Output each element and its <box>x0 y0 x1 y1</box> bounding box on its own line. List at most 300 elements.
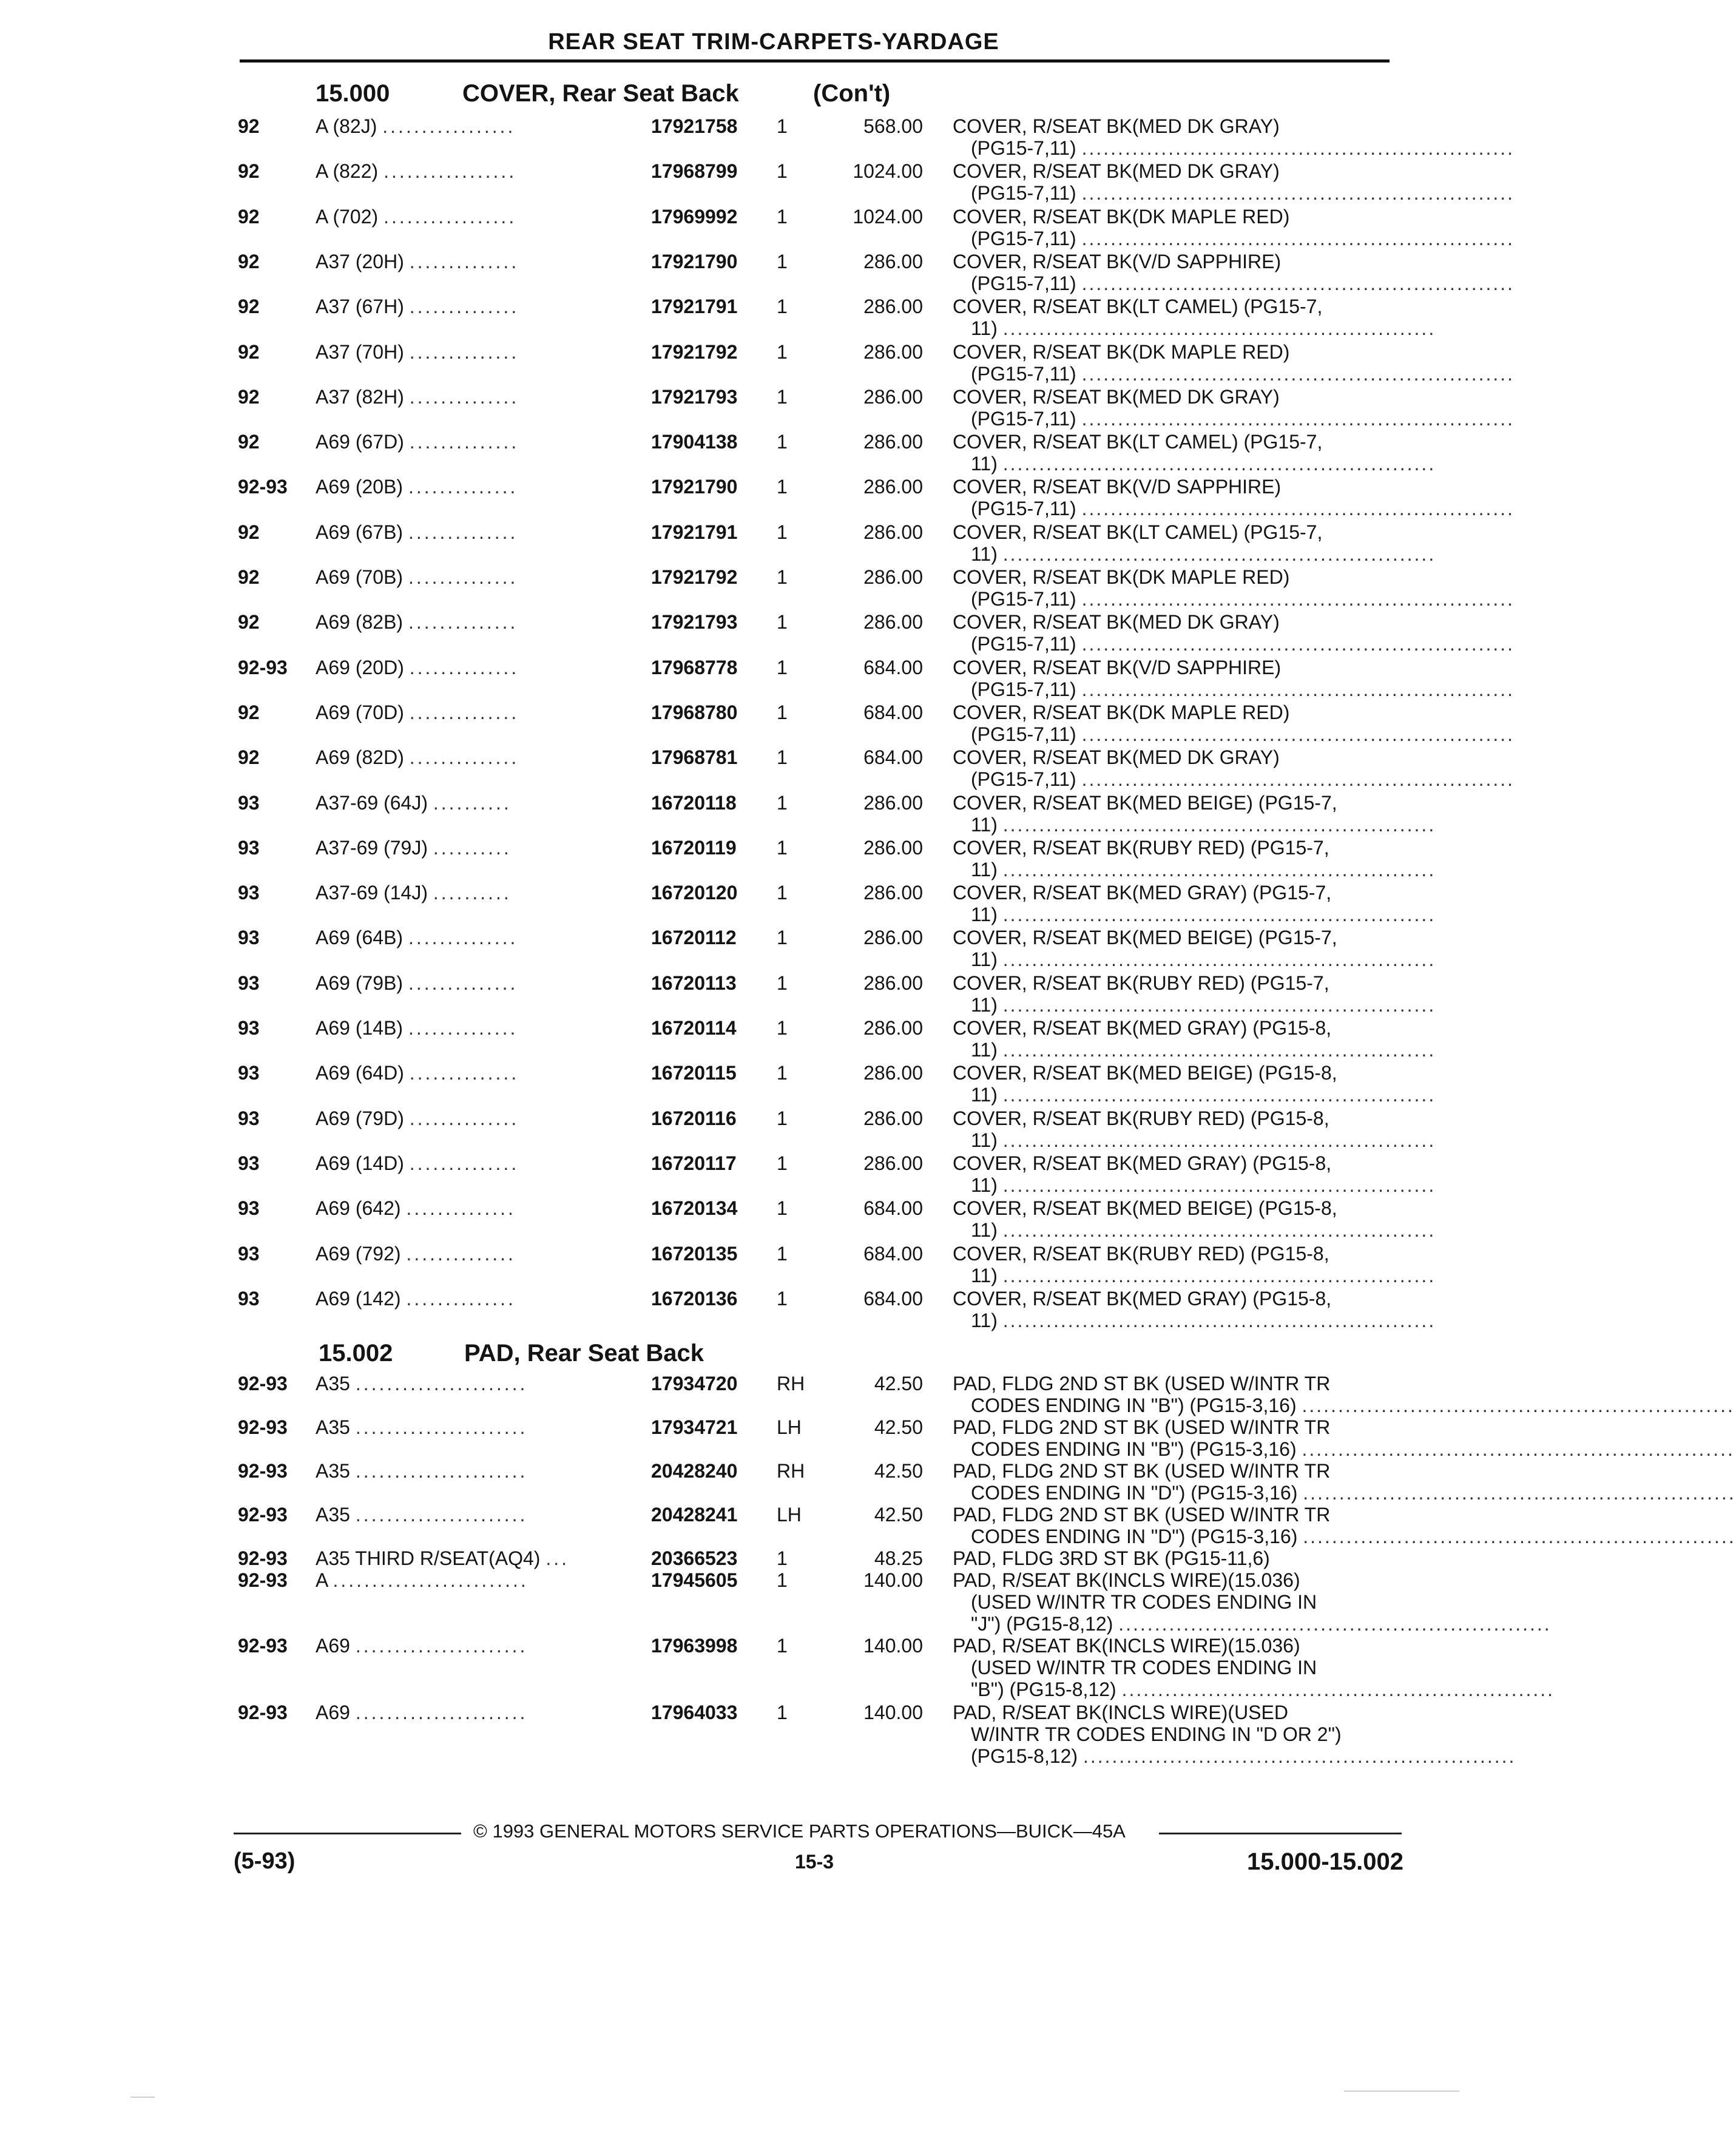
description-line <box>953 1264 1436 1286</box>
dot-leader: ............................................................ <box>1002 1039 1436 1061</box>
model-year: 92-93 <box>238 1460 288 1482</box>
price: 1024.00 <box>853 160 923 183</box>
description-text: 11) <box>971 453 998 475</box>
section-name: PAD, Rear Seat Back <box>464 1340 704 1367</box>
model-year: 92 <box>238 385 260 408</box>
description-line <box>953 588 1515 610</box>
part-number: 20428240 <box>651 1460 738 1482</box>
dot-leader: ............................................................ <box>1081 407 1515 430</box>
quantity: 1 <box>777 611 788 634</box>
dot-leader: .............. <box>409 656 519 678</box>
part-number: 16720117 <box>651 1152 737 1174</box>
part-number: 16720134 <box>651 1197 738 1220</box>
table-row <box>0 1288 1534 1333</box>
quantity: 1 <box>777 1635 788 1657</box>
table-row <box>0 1373 1735 1418</box>
description-text: 11) <box>971 317 998 340</box>
quantity: 1 <box>777 1107 788 1129</box>
description-text: (PG15-7,11) <box>971 723 1076 745</box>
dot-leader: ......................... <box>333 1569 529 1591</box>
description-line <box>953 137 1515 159</box>
scan-mark <box>130 2097 155 2098</box>
model-code-text: A35 <box>316 1460 350 1482</box>
model-year: 93 <box>238 1242 260 1265</box>
part-number: 16720114 <box>651 1017 737 1039</box>
model-code-text: A69 (642) <box>316 1197 401 1220</box>
part-number: 16720118 <box>651 791 737 814</box>
model-code <box>316 746 519 768</box>
model-code <box>316 1288 516 1310</box>
price: 684.00 <box>863 656 923 678</box>
description-text: 11) <box>971 1264 998 1286</box>
part-description <box>953 566 1515 610</box>
model-year: 92 <box>238 115 260 137</box>
quantity: 1 <box>777 791 788 814</box>
price: 286.00 <box>863 1062 923 1084</box>
description-line <box>953 498 1515 520</box>
quantity: 1 <box>777 1702 788 1723</box>
description-text: CODES ENDING IN "B") (PG15-3,16) <box>971 1438 1297 1460</box>
dot-leader: .............. <box>406 1242 516 1265</box>
model-code-text: A69 (14D) <box>316 1152 404 1174</box>
price: 140.00 <box>863 1702 923 1723</box>
model-code-text: A69 (67D) <box>316 431 404 453</box>
footer-rule-right <box>1159 1833 1402 1834</box>
quantity: 1 <box>777 1547 788 1569</box>
model-year: 92-93 <box>238 1569 288 1591</box>
quantity: 1 <box>777 340 788 363</box>
dot-leader: ............................................................ <box>1002 453 1436 475</box>
description-line <box>953 948 1436 971</box>
description-line <box>953 362 1515 385</box>
dot-leader: .............. <box>406 1287 516 1310</box>
footer-rule-left <box>234 1833 461 1834</box>
model-code <box>316 160 516 182</box>
description-line <box>953 1526 1736 1547</box>
quantity: LH <box>777 1416 802 1438</box>
model-code-text: A69 (792) <box>316 1242 401 1265</box>
part-description <box>953 791 1436 836</box>
description-line: COVER, R/SEAT BK(MED BEIGE) (PG15-7, <box>953 927 1337 949</box>
description-text: (PG15-7,11) <box>971 227 1076 249</box>
quantity: 1 <box>777 566 788 588</box>
quantity: 1 <box>777 1017 788 1039</box>
description-line <box>953 453 1436 475</box>
description-line: COVER, R/SEAT BK(MED BEIGE) (PG15-8, <box>953 1062 1337 1084</box>
description-line <box>953 1174 1436 1196</box>
description-line: COVER, R/SEAT BK(RUBY RED) (PG15-7, <box>953 836 1329 859</box>
description-line <box>953 1613 1552 1635</box>
model-code <box>316 1062 519 1084</box>
description-line: PAD, R/SEAT BK(INCLS WIRE)(15.036) <box>953 1569 1300 1591</box>
section-number: 15.000 <box>316 80 390 107</box>
description-line: COVER, R/SEAT BK(MED DK GRAY) <box>953 611 1280 634</box>
description-line: COVER, R/SEAT BK(MED GRAY) (PG15-8, <box>953 1152 1332 1174</box>
model-year: 92-93 <box>238 1416 288 1438</box>
model-year: 92 <box>238 160 260 183</box>
description-text: 11) <box>971 1174 998 1196</box>
description-line: PAD, FLDG 2ND ST BK (USED W/INTR TR <box>953 1416 1331 1438</box>
dot-leader: ............................................................ <box>1302 1394 1735 1416</box>
description-line <box>953 1745 1516 1767</box>
quantity: 1 <box>777 476 788 498</box>
table-row <box>0 882 1534 927</box>
model-code-text: A69 (70B) <box>316 566 404 588</box>
description-line <box>953 1394 1735 1416</box>
description-text: (PG15-7,11) <box>971 588 1076 610</box>
description-text: (PG15-7,11) <box>971 407 1076 430</box>
quantity: 1 <box>777 115 788 137</box>
description-line: PAD, FLDG 2ND ST BK (USED W/INTR TR <box>953 1373 1331 1394</box>
price: 684.00 <box>863 1287 923 1310</box>
model-code-text: A69 (20B) <box>316 476 404 498</box>
part-number: 16720113 <box>651 972 737 994</box>
dot-leader: .............. <box>408 521 518 543</box>
part-number: 17921792 <box>651 566 738 588</box>
description-line <box>953 1678 1555 1700</box>
part-number: 17921793 <box>651 611 738 634</box>
dot-leader: .......... <box>433 791 512 814</box>
model-year: 92-93 <box>238 1373 288 1394</box>
model-year: 93 <box>238 972 260 994</box>
price: 286.00 <box>863 1107 923 1129</box>
part-description <box>953 927 1436 971</box>
table-row <box>0 1504 1736 1549</box>
description-line <box>953 1219 1436 1242</box>
section-note: (Con't) <box>813 80 891 107</box>
part-description <box>953 160 1515 204</box>
table-row <box>0 657 1534 701</box>
price: 286.00 <box>863 882 923 904</box>
dot-leader: .............. <box>409 701 519 723</box>
description-line: COVER, R/SEAT BK(LT CAMEL) (PG15-7, <box>953 296 1323 318</box>
quantity: 1 <box>777 296 788 318</box>
model-year: 93 <box>238 927 260 949</box>
description-line <box>953 1591 1396 1613</box>
description-line <box>953 1657 1396 1678</box>
part-description <box>953 1460 1736 1504</box>
table-row <box>0 521 1534 566</box>
model-code <box>316 341 519 363</box>
description-line <box>953 182 1515 204</box>
model-year: 92-93 <box>238 476 288 498</box>
dot-leader: ............................................................ <box>1002 1219 1436 1242</box>
dot-leader: ............................................................ <box>1002 1264 1436 1286</box>
table-row <box>0 476 1534 521</box>
part-number: 17921791 <box>651 521 738 543</box>
model-code <box>316 701 519 723</box>
description-line <box>953 1723 1396 1745</box>
model-code-text: A69 (82B) <box>316 611 404 634</box>
table-row <box>0 1062 1534 1107</box>
description-line: PAD, FLDG 2ND ST BK (USED W/INTR TR <box>953 1504 1331 1526</box>
quantity: LH <box>777 1504 802 1526</box>
model-code <box>316 1702 527 1723</box>
price: 684.00 <box>863 1242 923 1265</box>
model-code <box>316 657 519 678</box>
description-line: COVER, R/SEAT BK(V/D SAPPHIRE) <box>953 656 1282 678</box>
description-text: W/INTR TR CODES ENDING IN "D OR 2") <box>971 1723 1342 1745</box>
description-text: 11) <box>971 542 998 565</box>
dot-leader: ............................................................ <box>1002 1084 1436 1106</box>
dot-leader: .............. <box>408 476 518 498</box>
description-line <box>953 1482 1736 1504</box>
table-row <box>0 1197 1534 1242</box>
model-code <box>316 1373 527 1394</box>
model-code-text: A (82J) <box>316 115 377 137</box>
part-number: 17968799 <box>651 160 738 183</box>
model-year: 92-93 <box>238 1547 288 1569</box>
part-description <box>953 205 1515 249</box>
model-year: 93 <box>238 1287 260 1310</box>
part-number: 17921792 <box>651 340 738 363</box>
part-description <box>953 1017 1436 1061</box>
price: 684.00 <box>863 746 923 769</box>
dot-leader: .............. <box>408 566 518 588</box>
dot-leader: ............................................................ <box>1081 137 1515 159</box>
dot-leader: ................. <box>382 115 516 137</box>
model-year: 92-93 <box>238 1635 288 1657</box>
price: 42.50 <box>874 1504 923 1526</box>
description-line: PAD, R/SEAT BK(INCLS WIRE)(USED <box>953 1702 1288 1723</box>
part-description <box>953 836 1436 880</box>
part-description <box>953 1547 1396 1569</box>
model-code-text: A69 (14B) <box>316 1017 404 1039</box>
description-line <box>953 542 1436 565</box>
dot-leader: ............................................................ <box>1303 1482 1736 1504</box>
dot-leader: .............. <box>409 340 519 363</box>
description-text: 11) <box>971 993 998 1016</box>
table-row <box>0 1152 1534 1197</box>
price: 286.00 <box>863 1017 923 1039</box>
part-description <box>953 431 1436 475</box>
price: 286.00 <box>863 385 923 408</box>
dot-leader: ............................................................ <box>1081 362 1515 385</box>
table-row <box>0 1107 1534 1152</box>
quantity: 1 <box>777 1062 788 1084</box>
part-number: 17934721 <box>651 1416 738 1438</box>
table-row <box>0 386 1534 431</box>
model-code <box>316 296 519 317</box>
price: 42.50 <box>874 1373 923 1394</box>
description-line <box>953 858 1436 880</box>
description-line: COVER, R/SEAT BK(RUBY RED) (PG15-7, <box>953 972 1329 994</box>
price: 286.00 <box>863 972 923 994</box>
description-line: PAD, FLDG 3RD ST BK (PG15-11,6) <box>953 1547 1270 1569</box>
description-text: 11) <box>971 858 998 880</box>
description-line <box>953 1438 1735 1460</box>
part-description <box>953 340 1515 385</box>
model-code <box>316 206 516 228</box>
model-code-text: A35 THIRD R/SEAT(AQ4) <box>316 1547 541 1569</box>
model-code-text: A37-69 (64J) <box>316 791 428 814</box>
price: 286.00 <box>863 250 923 272</box>
part-number: 17921791 <box>651 296 738 318</box>
description-text: CODES ENDING IN "B") (PG15-3,16) <box>971 1394 1297 1416</box>
dot-leader: ............................................................ <box>1081 678 1515 700</box>
model-code-text: A69 (64D) <box>316 1062 404 1084</box>
description-line: COVER, R/SEAT BK(LT CAMEL) (PG15-7, <box>953 431 1323 453</box>
dot-leader: ............................................................ <box>1002 948 1436 971</box>
model-year: 93 <box>238 1107 260 1129</box>
description-line: COVER, R/SEAT BK(MED DK GRAY) <box>953 115 1280 137</box>
quantity: 1 <box>777 521 788 543</box>
dot-leader: ................. <box>383 205 517 228</box>
quantity: 1 <box>777 1569 788 1591</box>
table-row <box>0 611 1534 656</box>
part-number: 17934720 <box>651 1373 738 1394</box>
model-code <box>316 1152 519 1174</box>
description-text: "B") (PG15-8,12) <box>971 1678 1116 1700</box>
model-code-text: A69 (67B) <box>316 521 404 543</box>
model-code-text: A69 (64B) <box>316 927 404 949</box>
dot-leader: .............. <box>409 1062 519 1084</box>
model-year: 93 <box>238 1062 260 1084</box>
dot-leader: .............. <box>409 746 519 769</box>
price: 140.00 <box>863 1569 923 1591</box>
table-row <box>0 1635 1555 1700</box>
model-year: 92-93 <box>238 1504 288 1526</box>
description-text: 11) <box>971 904 998 926</box>
description-line <box>953 1129 1436 1151</box>
model-year: 92 <box>238 521 260 543</box>
description-text: (PG15-7,11) <box>971 272 1076 294</box>
part-description <box>953 385 1515 430</box>
part-description <box>953 521 1436 565</box>
part-number: 17921790 <box>651 476 738 498</box>
description-line: COVER, R/SEAT BK(RUBY RED) (PG15-8, <box>953 1107 1329 1129</box>
model-code <box>316 476 518 498</box>
description-line <box>953 1309 1436 1331</box>
dot-leader: ............................................................ <box>1002 904 1436 926</box>
table-row <box>0 296 1534 340</box>
description-line: COVER, R/SEAT BK(MED DK GRAY) <box>953 385 1280 408</box>
model-code <box>316 1504 527 1526</box>
model-code <box>316 1017 518 1039</box>
dot-leader: ............................................................ <box>1081 633 1515 655</box>
part-number: 17904138 <box>651 431 738 453</box>
description-text: (PG15-7,11) <box>971 498 1076 520</box>
part-number: 16720119 <box>651 836 737 859</box>
section-heading-15002 <box>0 1340 1534 1370</box>
quantity: 1 <box>777 1152 788 1174</box>
part-description <box>953 1152 1436 1196</box>
model-code <box>316 837 512 859</box>
model-code <box>316 386 519 408</box>
price: 42.50 <box>874 1460 923 1482</box>
copyright-line: © 1993 GENERAL MOTORS SERVICE PARTS OPERATIONS—BUICK—45A <box>473 1820 1126 1842</box>
model-code <box>316 1107 519 1129</box>
part-description <box>953 1107 1436 1151</box>
quantity: 1 <box>777 972 788 994</box>
description-line: COVER, R/SEAT BK(MED BEIGE) (PG15-7, <box>953 791 1337 814</box>
description-text: CODES ENDING IN "D") (PG15-3,16) <box>971 1482 1298 1504</box>
price: 42.50 <box>874 1416 923 1438</box>
dot-leader: ...................... <box>355 1373 528 1394</box>
model-code <box>316 927 518 948</box>
model-code-text: A69 (79D) <box>316 1107 404 1129</box>
dot-leader: ............................................................ <box>1002 1129 1436 1151</box>
description-line: PAD, FLDG 2ND ST BK (USED W/INTR TR <box>953 1460 1331 1482</box>
part-description <box>953 1416 1735 1460</box>
description-text: 11) <box>971 1039 998 1061</box>
table-row <box>0 115 1534 160</box>
model-year: 92 <box>238 611 260 634</box>
price: 48.25 <box>874 1547 923 1569</box>
description-text: 11) <box>971 1084 998 1106</box>
model-code <box>316 882 512 904</box>
table-row <box>0 746 1534 791</box>
description-line: COVER, R/SEAT BK(MED DK GRAY) <box>953 160 1280 183</box>
table-row <box>0 792 1534 837</box>
part-number: 16720120 <box>651 882 738 904</box>
model-code <box>316 972 518 994</box>
dot-leader: ............................................................ <box>1081 723 1515 745</box>
table-row <box>0 1017 1534 1062</box>
quantity: 1 <box>777 385 788 408</box>
quantity: 1 <box>777 1242 788 1265</box>
description-text: (PG15-8,12) <box>971 1745 1078 1767</box>
description-line <box>953 768 1515 791</box>
description-line: COVER, R/SEAT BK(MED GRAY) (PG15-7, <box>953 882 1332 904</box>
quantity: 1 <box>777 656 788 678</box>
description-line <box>953 1084 1436 1106</box>
description-text: (USED W/INTR TR CODES ENDING IN <box>971 1591 1317 1613</box>
dot-leader: ............................................................ <box>1081 272 1515 294</box>
part-description <box>953 476 1515 520</box>
table-row <box>0 701 1534 746</box>
dot-leader: .............. <box>408 611 518 634</box>
price: 684.00 <box>863 1197 923 1220</box>
part-description <box>953 882 1436 926</box>
model-code <box>316 115 515 137</box>
table-row <box>0 1243 1534 1288</box>
part-description <box>953 1242 1436 1286</box>
dot-leader: ............................................................ <box>1302 1438 1735 1460</box>
dot-leader: ............................................................ <box>1118 1613 1552 1635</box>
model-code-text: A <box>316 1569 328 1591</box>
description-line: COVER, R/SEAT BK(DK MAPLE RED) <box>953 566 1290 588</box>
dot-leader: ...................... <box>355 1702 528 1723</box>
dot-leader: ............................................................ <box>1002 1309 1436 1331</box>
price: 286.00 <box>863 476 923 498</box>
description-line: PAD, R/SEAT BK(INCLS WIRE)(15.036) <box>953 1635 1300 1657</box>
part-number: 17968780 <box>651 701 738 723</box>
quantity: 1 <box>777 250 788 272</box>
quantity: RH <box>777 1373 805 1394</box>
description-line <box>953 678 1515 700</box>
part-description <box>953 611 1515 655</box>
model-year: 92 <box>238 746 260 769</box>
model-year: 92 <box>238 701 260 723</box>
part-description <box>953 656 1515 700</box>
description-line <box>953 317 1436 340</box>
description-text: "J") (PG15-8,12) <box>971 1613 1113 1635</box>
model-code <box>316 1635 527 1657</box>
dot-leader: ............................................................ <box>1081 498 1515 520</box>
table-row <box>0 1416 1735 1461</box>
price: 286.00 <box>863 566 923 588</box>
dot-leader: .............. <box>406 1197 516 1220</box>
quantity: RH <box>777 1460 805 1482</box>
description-line: COVER, R/SEAT BK(MED GRAY) (PG15-8, <box>953 1017 1332 1039</box>
description-line: COVER, R/SEAT BK(DK MAPLE RED) <box>953 701 1290 723</box>
price: 286.00 <box>863 1152 923 1174</box>
dot-leader: ...................... <box>355 1416 528 1438</box>
model-code-text: A35 <box>316 1373 350 1394</box>
model-year: 93 <box>238 836 260 859</box>
dot-leader: ............................................................ <box>1121 1678 1555 1700</box>
